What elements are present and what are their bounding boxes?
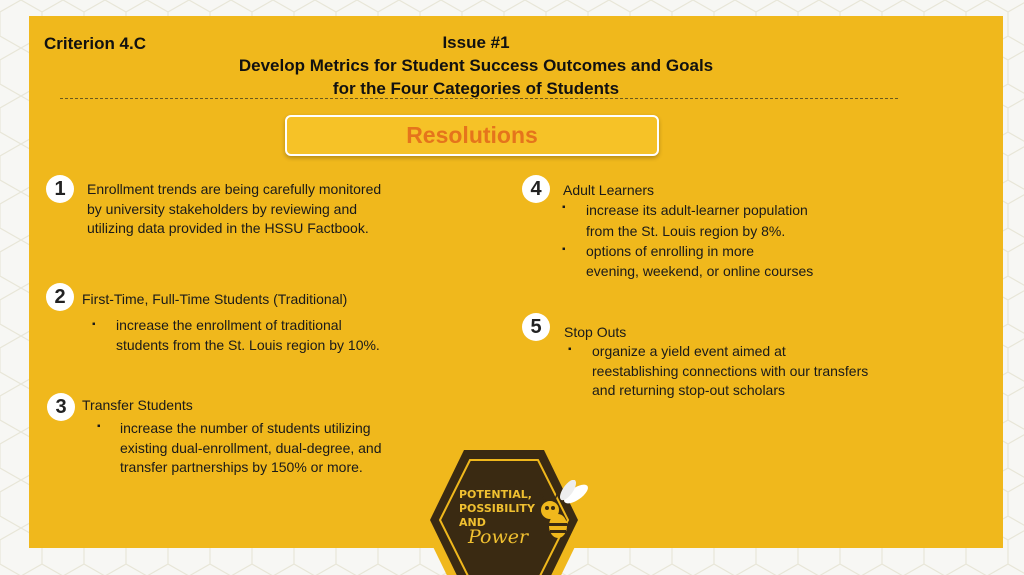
square-bullet-icon: ▪ [97, 421, 101, 432]
number-badge-1: 1 [46, 175, 74, 203]
item-3-bullet-line: existing dual-enrollment, dual-degree, and [120, 439, 382, 456]
issue-number: Issue #1 [442, 33, 510, 52]
header-divider [60, 98, 898, 99]
number-badge-3: 3 [47, 393, 75, 421]
item-5-bullet-line: and returning stop-out scholars [592, 382, 785, 398]
logo-slogan [459, 488, 535, 530]
issue-title-line-2: for the Four Categories of Students [332, 79, 620, 98]
item-3-bullet-line: increase the number of students utilizing [120, 420, 371, 436]
item-3-bullet-line: transfer partnerships by 150% or more. [120, 459, 363, 475]
item-5-bullet-line: reestablishing connections with our transfers [592, 362, 869, 379]
item-4-bullet-1-line: from the St. Louis region by 8%. [586, 223, 786, 239]
item-3-bullet-text [120, 419, 382, 478]
hornet-mascot-icon [528, 480, 594, 546]
logo-line: AND [459, 516, 486, 529]
issue-title-line-1: Develop Metrics for Student Success Outcomes and Goals [238, 56, 714, 75]
criterion-label: Criterion 4.C [44, 34, 147, 53]
logo-script-power: Power [468, 526, 529, 548]
item-5-title: Stop Outs [564, 324, 627, 340]
item-1-line: utilizing data provided in the HSSU Factbook. [87, 220, 369, 236]
item-2-title: First-Time, Full-Time Students (Traditional) [82, 291, 348, 307]
square-bullet-icon: ▪ [562, 202, 566, 213]
item-3-title: Transfer Students [82, 397, 193, 413]
item-2-bullet-line: students from the St. Louis region by 10%. [116, 336, 380, 353]
item-4-title: Adult Learners [563, 182, 655, 198]
item-4-bullet-2-line: evening, weekend, or online courses [586, 262, 814, 279]
item-4-bullet-1-line: increase its adult-learner population [586, 202, 808, 218]
item-2-bullet-line: increase the enrollment of traditional [116, 317, 342, 333]
item-4-bullet-1-text [586, 200, 808, 242]
logo-line: POSSIBILITY [459, 502, 535, 515]
number-badge-2: 2 [46, 283, 74, 311]
item-1-line: Enrollment trends are being carefully monitored [87, 181, 382, 197]
number-badge-5: 5 [522, 313, 550, 341]
square-bullet-icon: ▪ [568, 344, 572, 355]
logo-line: POTENTIAL, [459, 488, 532, 501]
resolutions-heading: Resolutions [285, 115, 659, 156]
square-bullet-icon: ▪ [92, 319, 96, 330]
item-5-bullet-line: organize a yield event aimed at [592, 343, 786, 359]
square-bullet-icon: ▪ [562, 244, 566, 255]
item-1-line: by university stakeholders by reviewing and [87, 200, 358, 217]
number-badge-4: 4 [522, 175, 550, 203]
item-1-text [87, 180, 381, 239]
item-2-bullet-text [116, 316, 380, 355]
item-4-bullet-2-line: options of enrolling in more [586, 243, 755, 259]
item-4-bullet-2-text [586, 242, 813, 281]
item-5-bullet-text [592, 342, 868, 401]
slide-title [200, 31, 752, 100]
